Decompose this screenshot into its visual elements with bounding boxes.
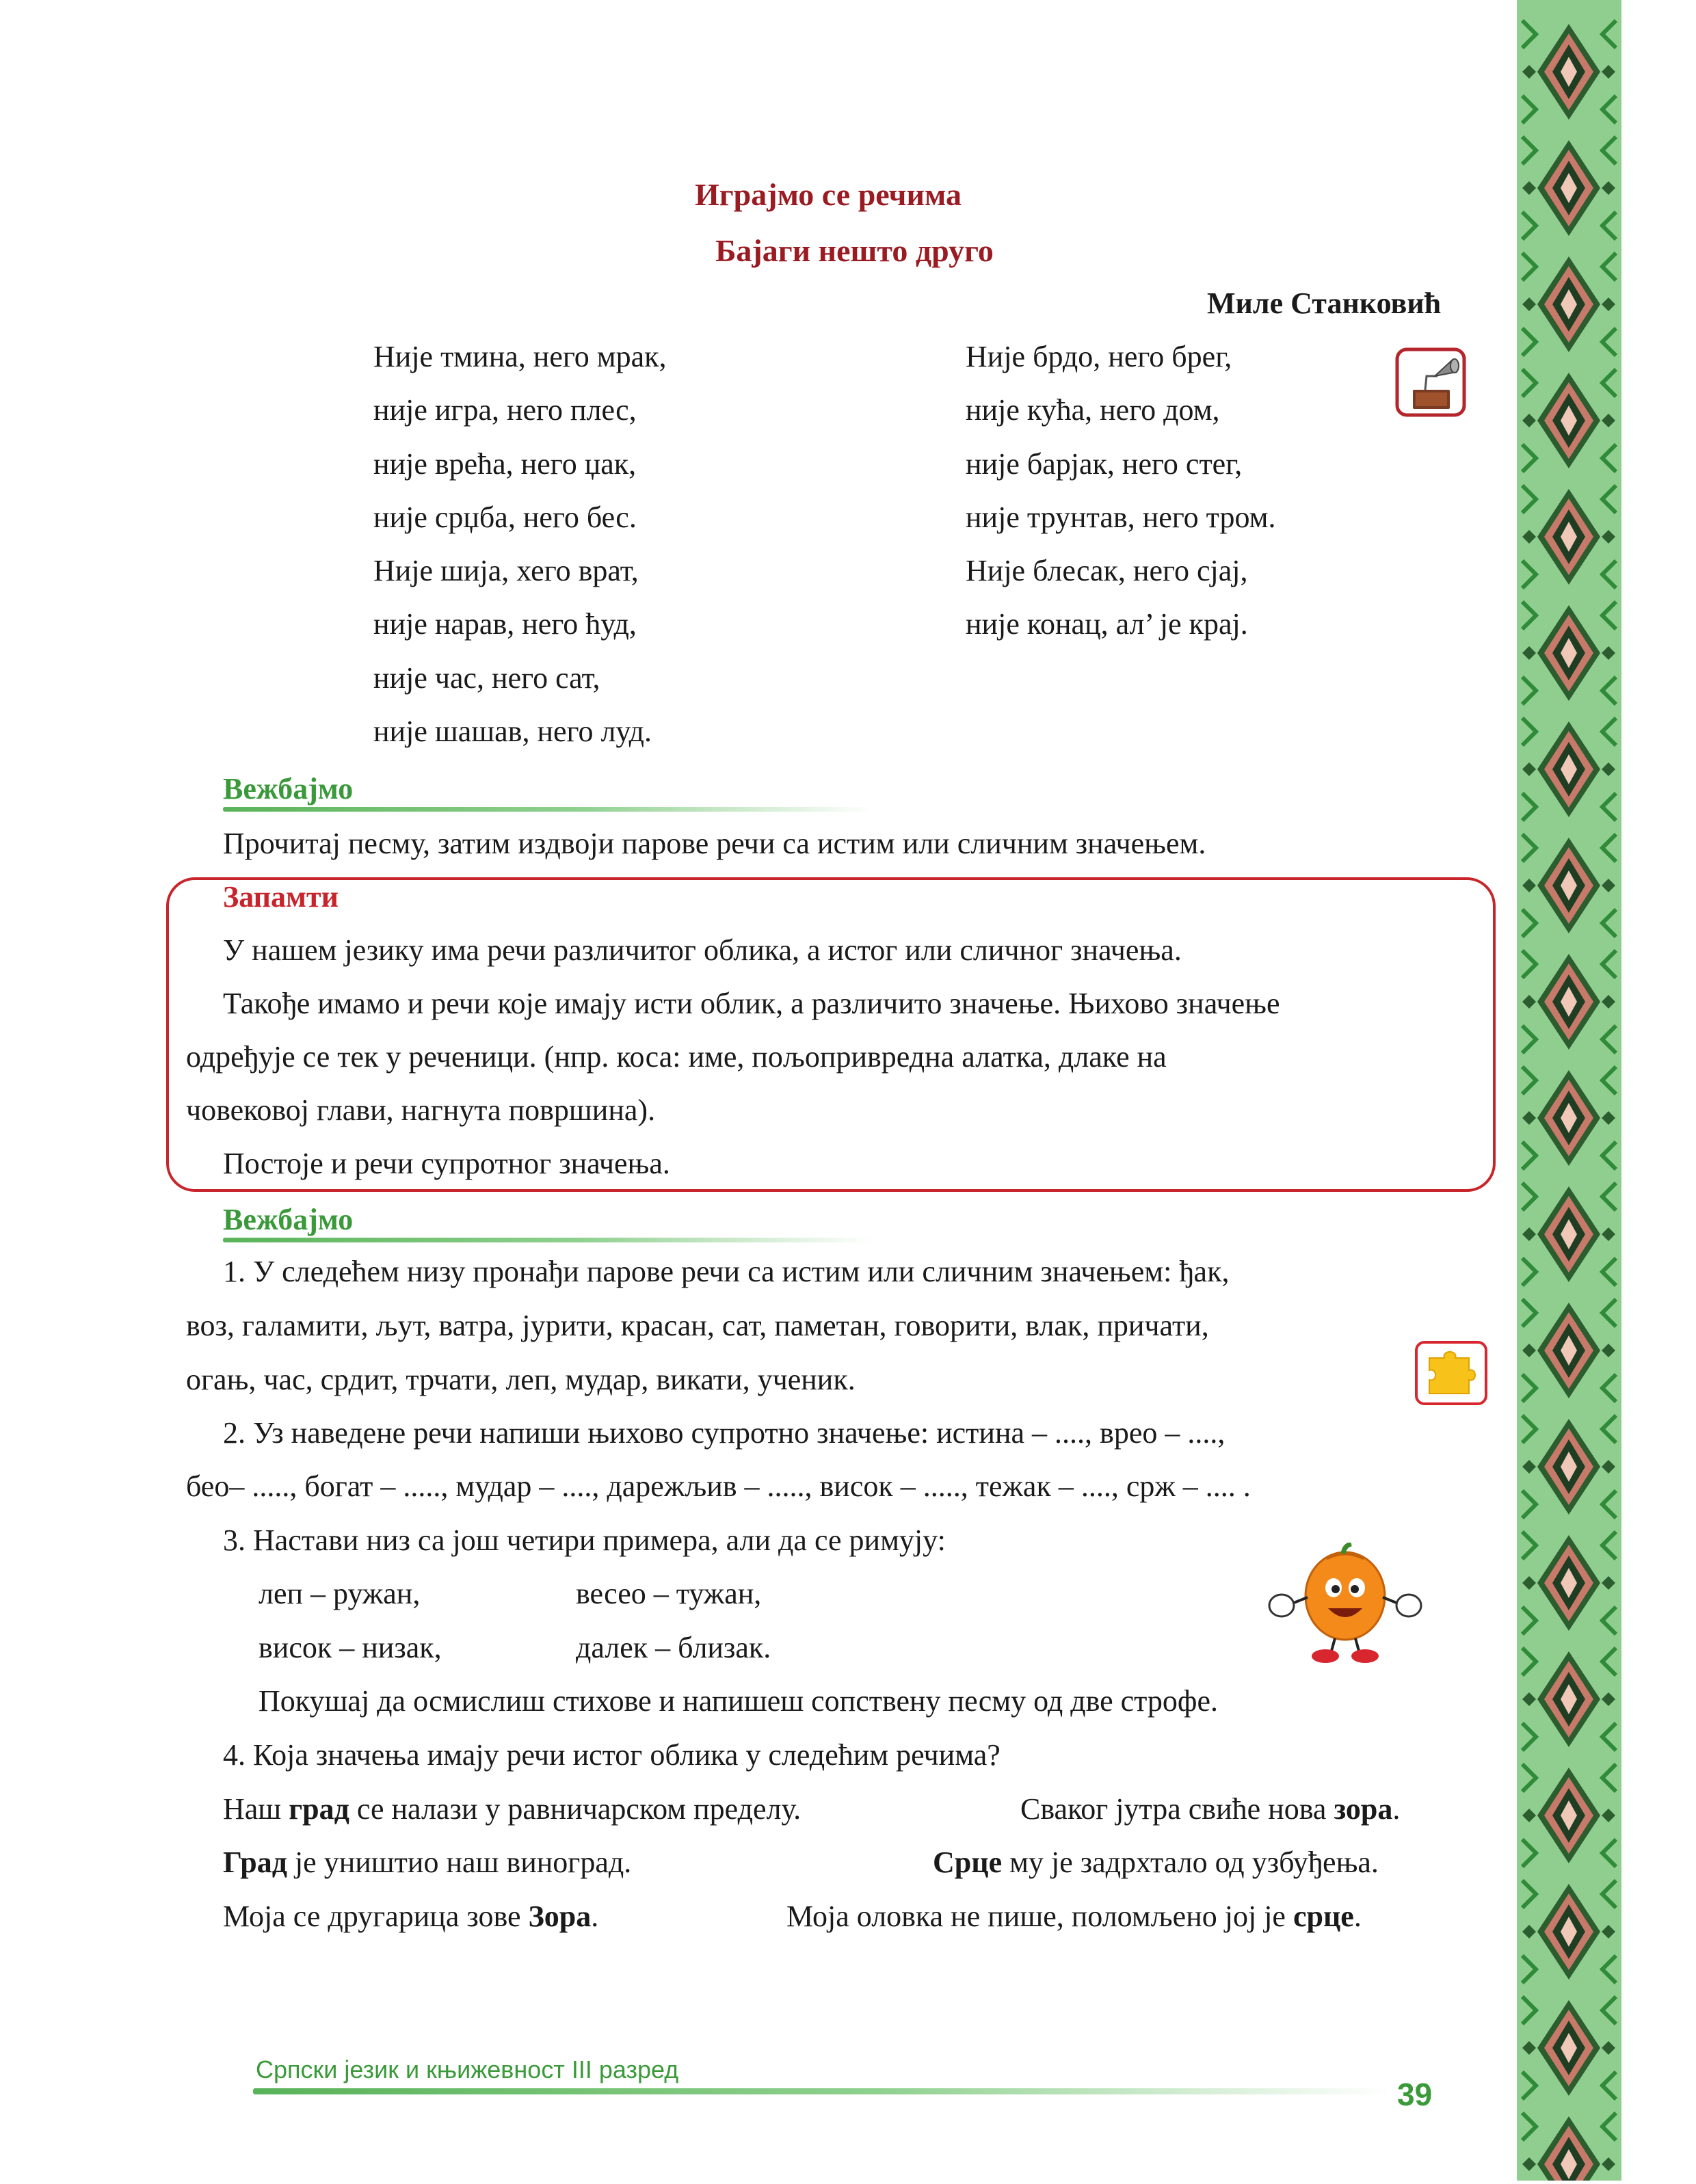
poem-line: Није блесак, него сјај, [966, 554, 1248, 587]
poem-line: није нарав, него ћуд, [373, 607, 637, 641]
section-title: Играјмо се речима [695, 177, 962, 212]
task-text: огањ, час, срдит, трчати, леп, мудар, викати, ученик. [186, 1363, 856, 1396]
task-text: 2. Уз наведене речи напиши њихово супротно значење: истина – ...., врео – ...., [223, 1416, 1225, 1450]
pumpkin-mascot-icon [1267, 1543, 1424, 1666]
remember-text: Постоје и речи супротног значења. [223, 1147, 670, 1180]
task-text: 1. У следећем низу пронађи парове речи са истим или сличним значењем: ђак, [223, 1255, 1230, 1288]
poem-line: Није тмина, него мрак, [373, 340, 667, 373]
poem-author: Миле Станковић [1207, 287, 1442, 320]
poem-line: није срџба, него бес. [373, 501, 637, 534]
poem-line: Није шија, хего врат, [373, 554, 639, 587]
poem-line: није конац, ал’ је крај. [966, 607, 1248, 641]
rhyme-pair: далек – близак. [576, 1631, 771, 1664]
example-sentence: Сваког јутра свиће нова зора. [1020, 1792, 1401, 1826]
remember-heading: Запамти [223, 880, 339, 914]
remember-text: У нашем језику има речи различитог облика, а истог или сличног значења. [223, 933, 1182, 967]
poem-line: није кућа, него дом, [966, 393, 1220, 427]
poem-title: Бајаги нешто друго [715, 233, 994, 268]
page-number: 39 [1397, 2077, 1433, 2112]
poem-line: није игра, него плес, [373, 393, 637, 427]
poem-line: није врећа, него џак, [373, 447, 637, 481]
poem-line: није час, него сат, [373, 661, 600, 695]
decorative-border [1517, 0, 1621, 2181]
rhyme-pair: леп – ружан, [259, 1577, 421, 1610]
heading-underline [223, 1238, 873, 1242]
exercise-heading: Вежбајмо [223, 772, 354, 805]
exercise-text: Прочитај песму, затим издвоји парове речи са истим или сличним значењем. [223, 827, 1206, 860]
task-text: бео– ....., богат – ....., мудар – ...., дарежљив – ....., висок – ....., тежак – ...., срж – .... . [186, 1469, 1251, 1503]
poem-line: није трунтав, него тром. [966, 501, 1276, 534]
example-sentence: Моја оловка не пише, поломљено јој је срце. [786, 1900, 1362, 1933]
task-text: Покушај да осмислиш стихове и напишеш сопствену песму од две строфе. [259, 1684, 1218, 1718]
remember-box [166, 877, 1496, 1192]
rhyme-pair: висок – низак, [259, 1631, 442, 1664]
footer-rule [253, 2088, 1391, 2094]
remember-text: Такође имамо и речи које имају исти облик, а различито значење. Њихово значење [223, 987, 1280, 1020]
example-sentence: Град је уништио наш виноград. [223, 1846, 632, 1879]
exercise-heading: Вежбајмо [223, 1203, 354, 1236]
border-pattern [1517, 0, 1621, 2181]
puzzle-piece-icon[interactable] [1414, 1340, 1488, 1406]
poem-line: Није брдо, него брег, [966, 340, 1232, 373]
gramophone-icon[interactable] [1395, 347, 1466, 417]
remember-text: одређује се тек у реченици. (нпр. коса: име, пољопривредна алатка, длаке на [186, 1040, 1167, 1074]
example-sentence: Моја се другарица зове Зора. [223, 1900, 599, 1933]
task-text: воз, галамити, љут, ватра, јурити, красан, сат, паметан, говорити, влак, причати, [186, 1309, 1209, 1342]
task-text: 3. Настави низ са још четири примера, али да се римују: [223, 1523, 946, 1557]
footer-book-title: Српски језик и књижевност III разред [256, 2055, 679, 2083]
poem-line: није барјак, него стег, [966, 447, 1243, 481]
poem-line: није шашав, него луд. [373, 715, 652, 748]
rhyme-pair: весео – тужан, [576, 1577, 762, 1610]
remember-text: човековој глави, нагнута површина). [186, 1093, 656, 1127]
example-sentence: Срце му је задрхтало од узбуђења. [933, 1846, 1379, 1879]
task-text: 4. Која значења имају речи истог облика у следећим речима? [223, 1738, 1001, 1772]
example-sentence: Наш град се налази у равничарском пределу. [223, 1792, 801, 1826]
heading-underline [223, 807, 873, 812]
